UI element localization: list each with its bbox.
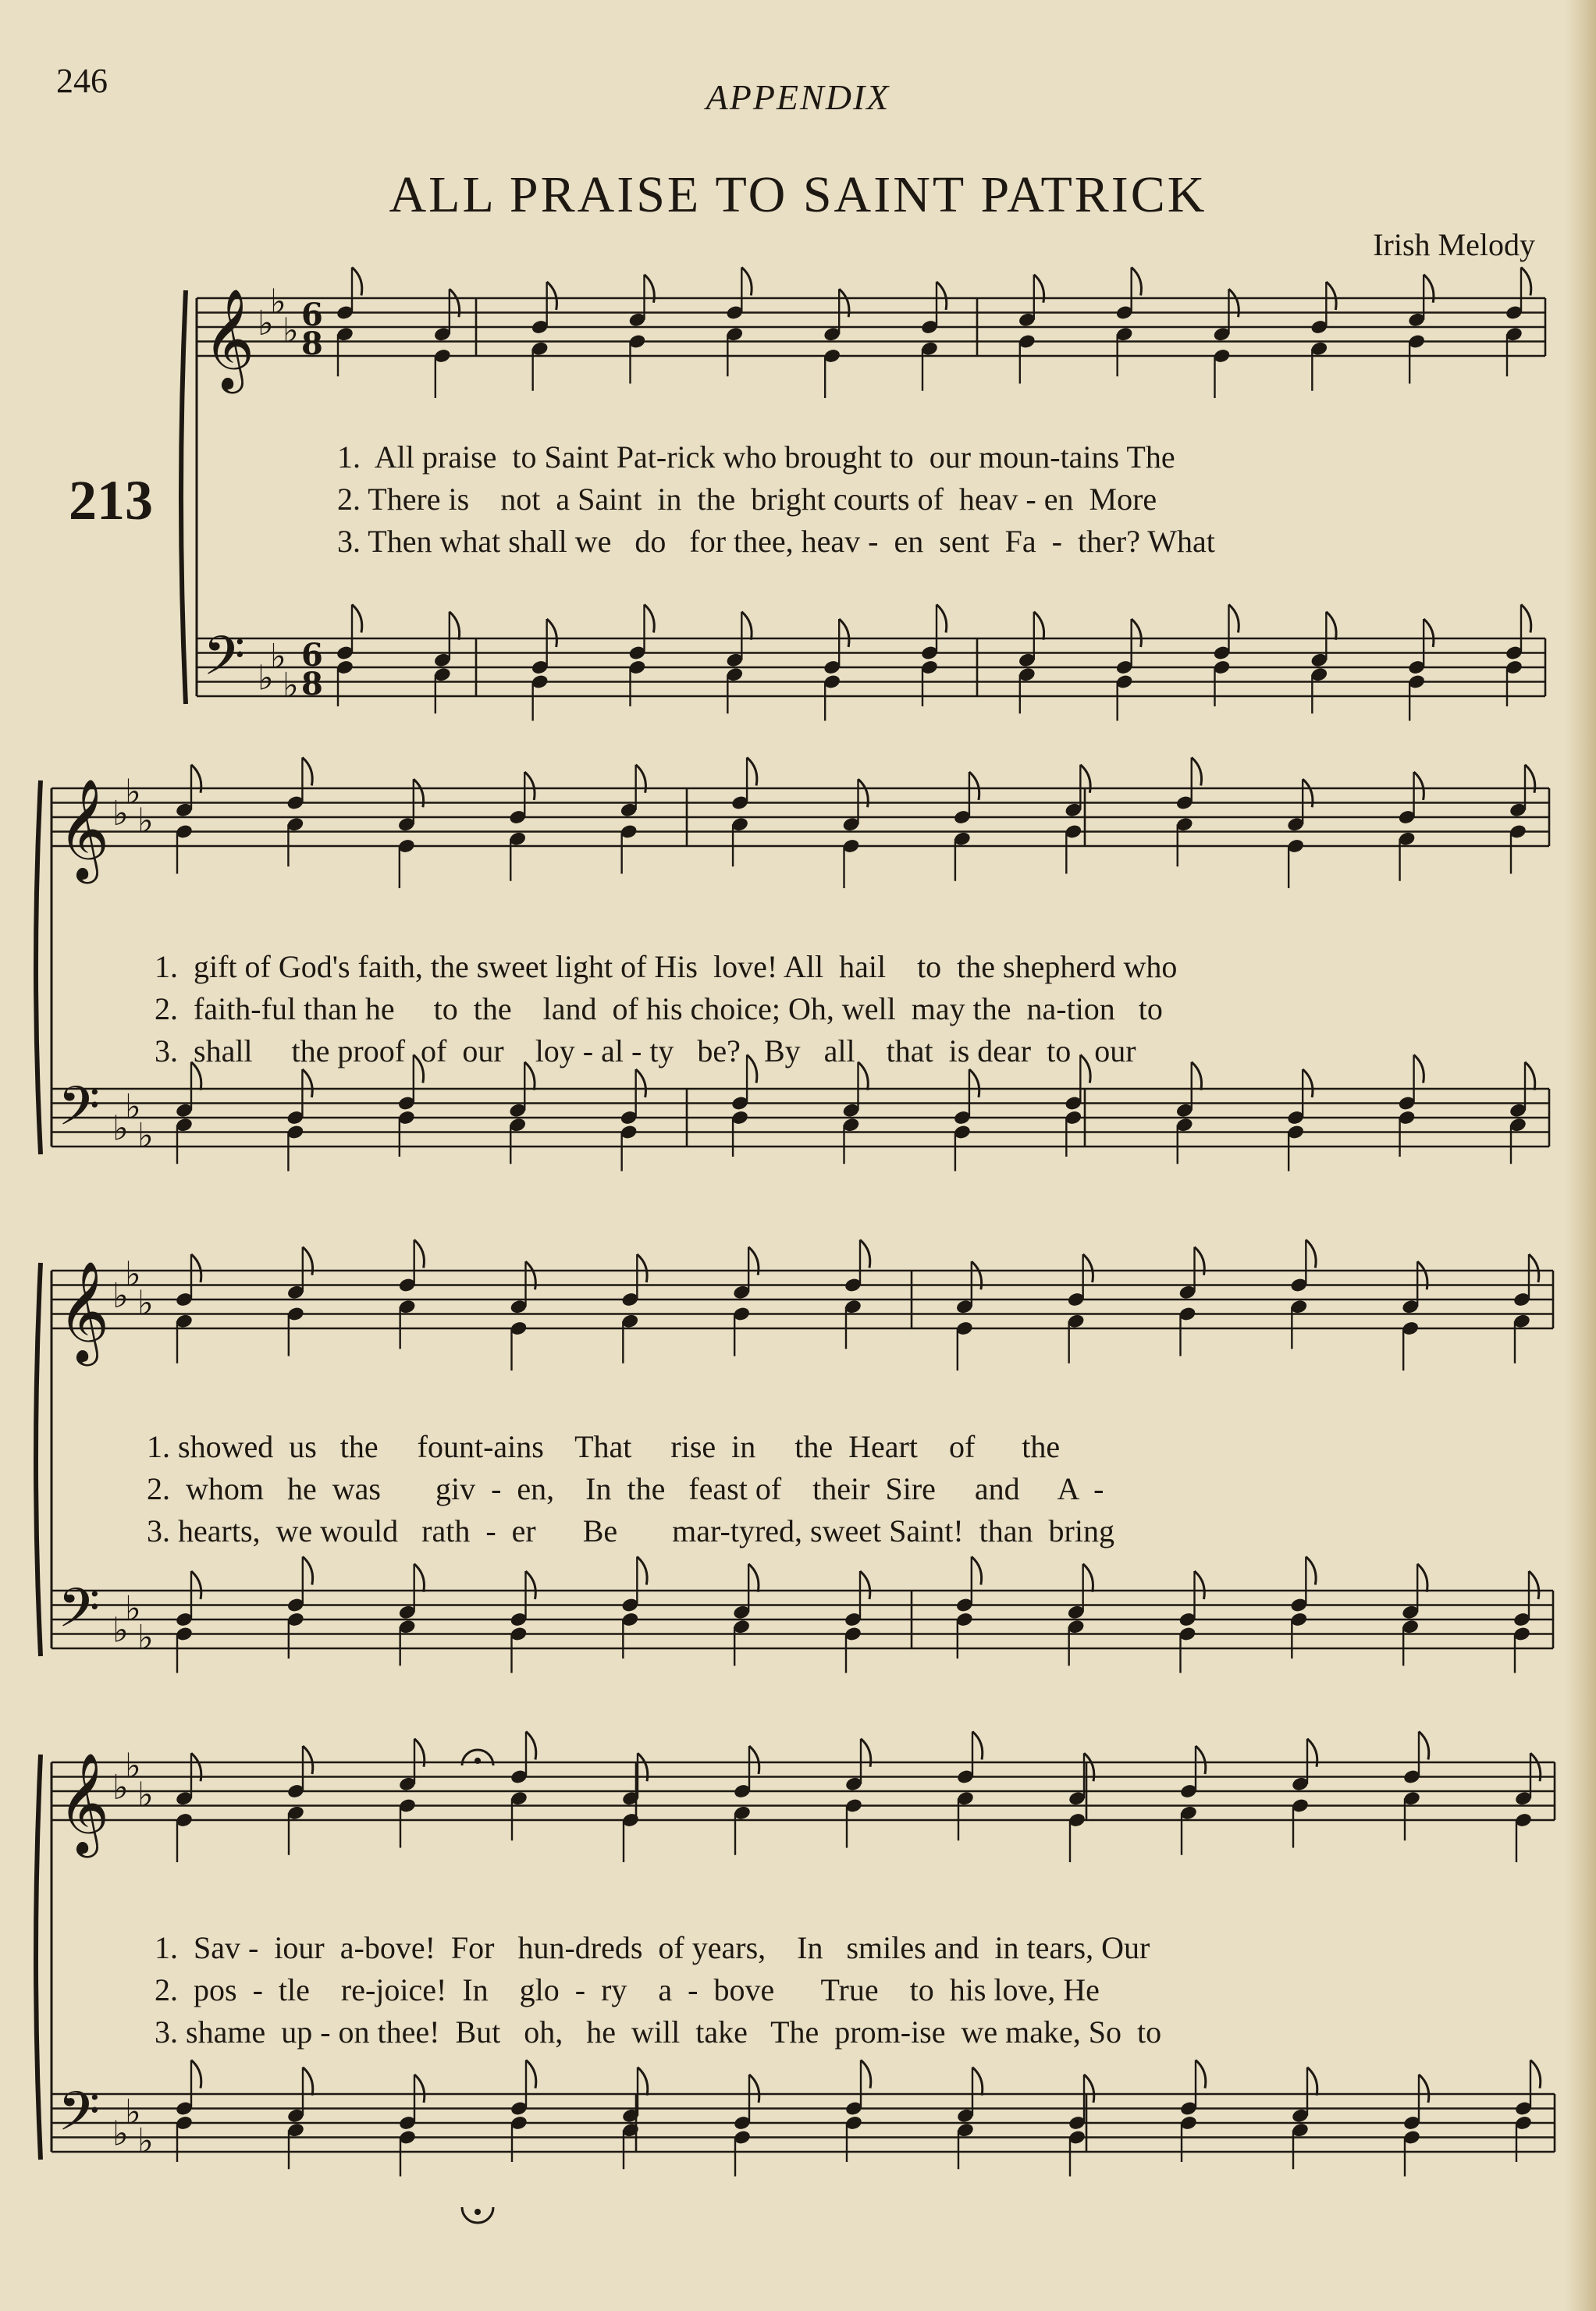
note-flag	[1307, 2067, 1317, 2096]
note-flag	[1306, 1240, 1316, 1268]
lyrics-system-4	[155, 1929, 1559, 2054]
treble-flat-icon: ♭	[125, 1254, 141, 1295]
lyric-verse-1: 1. showed us the fount-ains That rise in the Heart of the	[147, 1429, 1061, 1464]
page-number: 246	[56, 62, 108, 100]
note-flag	[526, 1732, 536, 1760]
treble-flat-icon: ♭	[270, 282, 286, 322]
bass-flat-icon: ♭	[112, 1610, 129, 1651]
lyric-verse-1: 1. gift of God's faith, the sweet light of His love! All hail to the shepherd who	[155, 949, 1178, 984]
time-signature-icon: 8	[301, 666, 323, 702]
note-flag	[303, 1746, 313, 1774]
fermata-dot	[475, 1758, 481, 1764]
treble-flat-icon: ♭	[125, 772, 141, 812]
treble-flat-icon: ♭	[137, 1775, 154, 1815]
lyric-verse-3: 3. Then what shall we do for thee, heav - en sent Fa - ther? What	[337, 524, 1215, 559]
note-flag	[972, 1732, 983, 1760]
treble-flat-icon: ♭	[258, 304, 274, 343]
note-flag	[1192, 758, 1202, 786]
system-brace	[181, 290, 186, 704]
running-head: APPENDIX	[706, 77, 890, 117]
lyric-verse-2: 2. There is not a Saint in the bright courts of heav - en More	[337, 482, 1157, 517]
time-signature-icon: 6	[301, 297, 323, 333]
note-flag	[969, 1069, 979, 1097]
treble-flat-icon: ♭	[125, 1746, 141, 1787]
note-flag	[1083, 1254, 1093, 1282]
note-flag	[302, 1069, 312, 1097]
bass-flat-icon: ♭	[137, 2121, 154, 2161]
note-flag	[1419, 1732, 1429, 1760]
attribution: Irish Melody	[1373, 227, 1535, 262]
treble-flat-icon: ♭	[137, 801, 154, 841]
note-flag	[1303, 1069, 1313, 1097]
time-signature-icon: 6	[301, 637, 323, 674]
note-flag	[1034, 612, 1044, 640]
bass-clef-icon: 𝄢	[203, 624, 246, 701]
lyric-verse-2: 2. whom he was giv - en, In the feast of their Sire and A -	[147, 1471, 1104, 1506]
bass-flat-icon: ♭	[125, 1086, 141, 1127]
treble-clef-icon: 𝄞	[203, 288, 255, 389]
lyrics-system-3	[147, 1428, 1559, 1553]
treble-flat-icon: ♭	[137, 1283, 154, 1324]
note-flag	[638, 2067, 648, 2096]
fermata-dot	[475, 2209, 481, 2215]
note-flag	[1529, 1254, 1539, 1282]
treble-clef-icon: 𝄞	[58, 1752, 110, 1854]
lyric-verse-2: 2. pos - tle re-joice! In glo - ry a - bove True to his love, He	[155, 1972, 1100, 2007]
note-flag	[1196, 1746, 1206, 1774]
note-flag	[352, 268, 362, 296]
note-flag	[1521, 268, 1531, 296]
note-flag	[414, 1240, 425, 1268]
note-flag	[645, 605, 655, 633]
bass-clef-icon: 𝄢	[58, 2079, 101, 2156]
bass-flat-icon: ♭	[270, 636, 286, 677]
treble-flat-icon: ♭	[283, 311, 299, 351]
note-flag	[749, 2075, 759, 2103]
note-flag	[1196, 2060, 1206, 2089]
note-flag	[547, 282, 557, 310]
hymn-title: ALL PRAISE TO SAINT PATRICK	[389, 166, 1207, 223]
note-flag	[524, 772, 535, 800]
system-brace	[36, 780, 41, 1154]
note-flag	[191, 1571, 201, 1599]
note-flag	[636, 1069, 646, 1097]
treble-flat-icon: ♭	[112, 1768, 129, 1808]
note-flag	[1083, 1564, 1093, 1592]
note-flag	[1132, 619, 1142, 647]
lyric-verse-1: 1. All praise to Saint Pat-rick who brought to our moun-tains The	[337, 439, 1175, 475]
note-flag	[747, 758, 757, 786]
note-flag	[969, 772, 979, 800]
note-flag	[637, 1254, 647, 1282]
bass-flat-icon: ♭	[125, 2092, 141, 2132]
note-flag	[1132, 268, 1142, 296]
note-flag	[972, 1557, 982, 1585]
note-flag	[972, 2067, 983, 2096]
treble-clef-icon: 𝄞	[58, 1260, 110, 1362]
note-flag	[860, 1571, 870, 1599]
note-flag	[191, 1254, 201, 1282]
note-flag	[450, 612, 460, 640]
note-flag	[191, 2060, 201, 2089]
note-flag	[303, 1557, 313, 1585]
note-flag	[1326, 612, 1336, 640]
note-flag	[861, 2060, 871, 2089]
bass-clef-icon: 𝄢	[58, 1576, 101, 1653]
note-flag	[352, 605, 362, 633]
lyric-verse-3: 3. shame up - on thee! But oh, he will take The prom-ise we make, So to	[155, 2014, 1162, 2050]
note-flag	[1530, 2060, 1541, 2089]
bass-flat-icon: ♭	[137, 1115, 154, 1156]
lyric-verse-1: 1. Sav - iour a-bove! For hun-dreds of years, In smiles and in tears, Our	[155, 1930, 1150, 1965]
note-flag	[749, 1746, 759, 1774]
note-flag	[1417, 1564, 1427, 1592]
bass-flat-icon: ♭	[112, 1108, 129, 1149]
note-flag	[1414, 772, 1424, 800]
bass-flat-icon: ♭	[283, 665, 299, 706]
note-flag	[414, 2075, 425, 2103]
lyrics-system-1	[337, 439, 1555, 564]
bass-flat-icon: ♭	[258, 658, 274, 699]
note-flag	[526, 2060, 536, 2089]
note-flag	[1195, 1571, 1205, 1599]
note-flag	[303, 2067, 313, 2096]
bass-flat-icon: ♭	[112, 2114, 129, 2154]
note-flag	[937, 282, 947, 310]
note-flag	[937, 605, 947, 633]
note-flag	[860, 1240, 870, 1268]
note-flag	[414, 1564, 425, 1592]
lyric-verse-3: 3. hearts, we would rath - er Be mar-tyred, sweet Saint! than bring	[147, 1513, 1114, 1548]
note-flag	[741, 612, 752, 640]
system-brace	[36, 1755, 41, 2160]
treble-flat-icon: ♭	[112, 794, 129, 834]
note-flag	[302, 758, 312, 786]
note-flag	[839, 619, 849, 647]
note-flag	[547, 619, 557, 647]
hymn-number: 213	[69, 469, 153, 532]
note-flag	[1306, 1557, 1316, 1585]
note-flag	[526, 1571, 536, 1599]
note-flag	[1419, 2075, 1429, 2103]
bass-flat-icon: ♭	[137, 1617, 154, 1658]
time-signature-icon: 8	[301, 325, 323, 362]
note-flag	[1521, 605, 1531, 633]
treble-clef-icon: 𝄞	[58, 778, 110, 880]
treble-flat-icon: ♭	[112, 1276, 129, 1316]
note-flag	[1424, 619, 1434, 647]
lyrics-system-2	[155, 948, 1559, 1073]
note-flag	[637, 1557, 647, 1585]
bass-clef-icon: 𝄢	[58, 1074, 101, 1151]
note-flag	[748, 1564, 759, 1592]
note-flag	[741, 268, 752, 296]
note-flag	[1529, 1571, 1539, 1599]
lyric-verse-3: 3. shall the proof of our loy - al - ty be? By all that is dear to our	[155, 1033, 1136, 1068]
lyric-verse-2: 2. faith-ful than he to the land of his choice; Oh, well may the na-tion to	[155, 991, 1163, 1026]
bass-flat-icon: ♭	[125, 1588, 141, 1629]
system-brace	[36, 1263, 41, 1656]
note-flag	[1326, 282, 1336, 310]
note-flag	[1229, 605, 1239, 633]
